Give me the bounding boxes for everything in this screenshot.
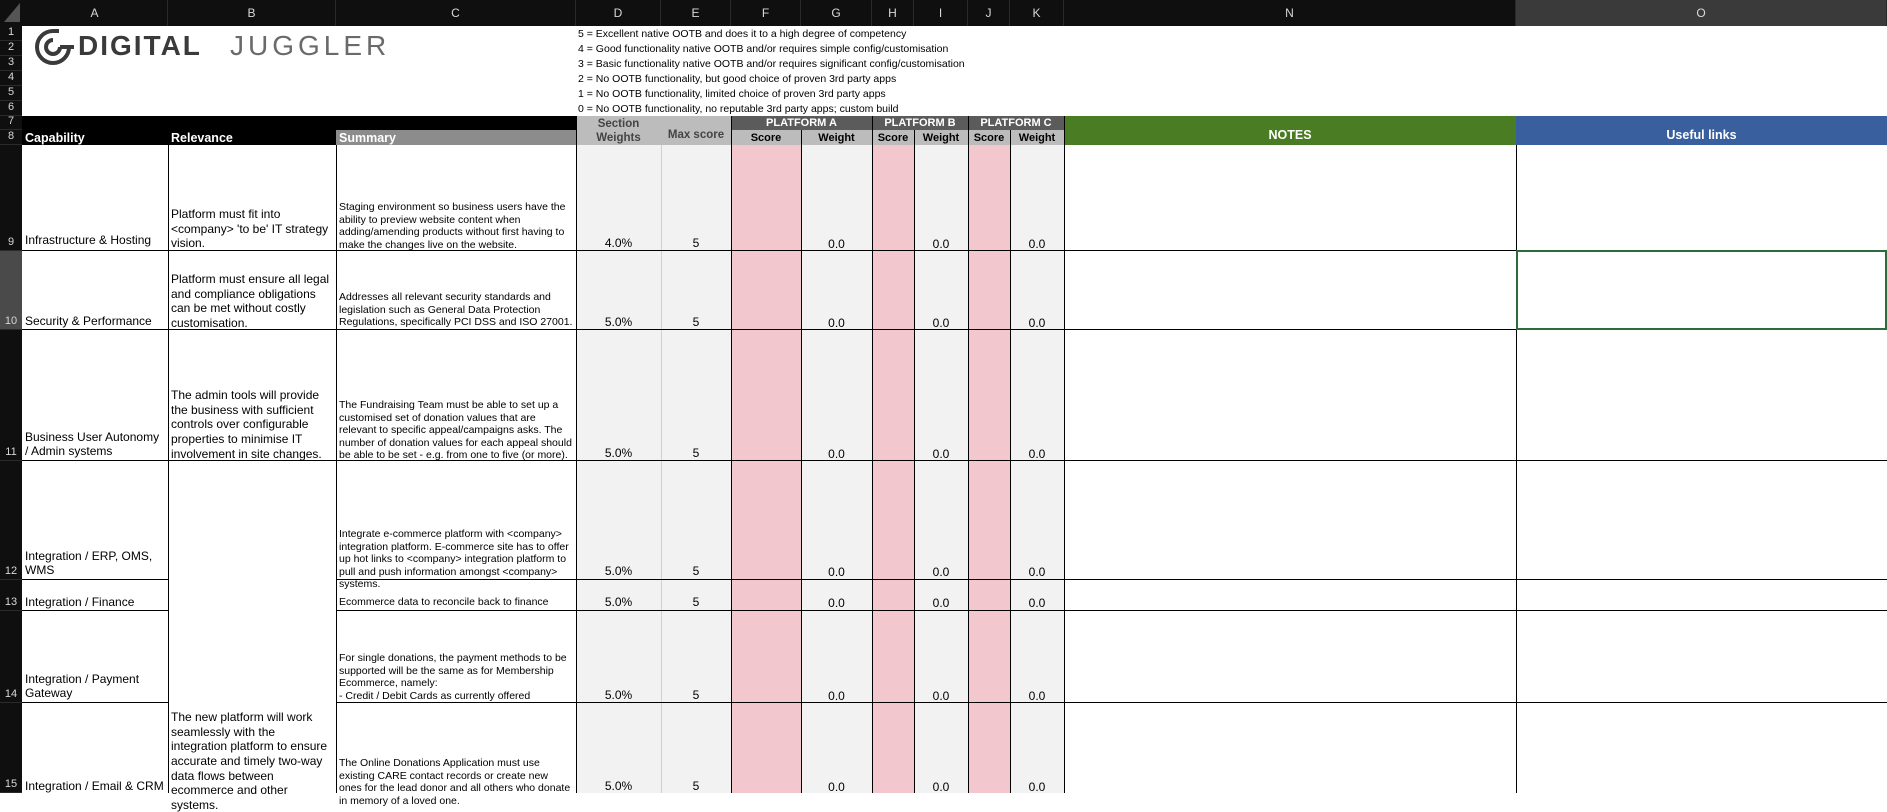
logo-mark-icon: [26, 26, 82, 66]
row10-relevance[interactable]: Platform must ensure all legal and compliance obligations can be met without costly customisation.: [171, 272, 330, 330]
column-header-c[interactable]: C: [336, 0, 576, 26]
header-useful-links[interactable]: Useful links: [1516, 116, 1887, 145]
row15-summary[interactable]: The Online Donations Application must use existing CARE contact records or create new ones for the lead donor and all others who donate in memory of a loved one.: [339, 757, 571, 807]
header-notes[interactable]: NOTES: [1064, 116, 1516, 145]
row11-capability[interactable]: Business User Autonomy / Admin systems: [25, 430, 160, 459]
header-platform-c[interactable]: PLATFORM C: [980, 117, 1052, 129]
row-header-6[interactable]: 6: [0, 101, 22, 116]
column-header-o[interactable]: O: [1516, 0, 1887, 26]
platform-a-score-column[interactable]: [731, 145, 801, 793]
row10-capability[interactable]: Security & Performance: [25, 314, 152, 328]
row15-platform-c-weight[interactable]: 0.0: [1028, 780, 1046, 794]
row13-weight[interactable]: 5.0%: [604, 595, 633, 609]
column-header-j[interactable]: J: [968, 0, 1010, 26]
row9-relevance[interactable]: Platform must fit into <company> 'to be' IT strategy vision.: [171, 207, 329, 251]
row13-platform-c-weight[interactable]: 0.0: [1028, 596, 1046, 610]
header-max-score[interactable]: Max score: [667, 128, 725, 141]
header-section-weights-line2[interactable]: Weights: [596, 131, 641, 144]
column-header-a[interactable]: A: [22, 0, 168, 26]
row12-platform-a-weight[interactable]: 0.0: [828, 565, 845, 579]
row-header-4[interactable]: 4: [0, 71, 22, 86]
row15-capability[interactable]: Integration / Email & CRM: [25, 779, 164, 793]
column-header-i[interactable]: I: [914, 0, 968, 26]
row10-platform-c-weight[interactable]: 0.0: [1028, 316, 1046, 330]
row15-max[interactable]: 5: [692, 779, 700, 793]
row-header-7[interactable]: 7: [0, 116, 22, 130]
row11-relevance[interactable]: The admin tools will provide the business with sufficient controls over configurable properties to minimise IT involvement in site changes.: [171, 388, 322, 461]
row-header-15[interactable]: 15: [0, 703, 22, 793]
row10-platform-b-weight[interactable]: 0.0: [932, 316, 950, 330]
legend-score-2: 2 = No OOTB functionality, but good choice of proven 3rd party apps: [578, 73, 897, 85]
row14-weight[interactable]: 5.0%: [604, 688, 633, 702]
row14-summary[interactable]: For single donations, the payment methods to be supported will be the same as for Membership Ecommerce, namely: - Credit / Debit Cards as currently offered: [339, 652, 567, 702]
row-header-11[interactable]: 11: [0, 330, 22, 461]
row14-platform-c-weight[interactable]: 0.0: [1028, 689, 1046, 703]
select-all-corner[interactable]: [0, 0, 22, 26]
row-header-5[interactable]: 5: [0, 86, 22, 101]
row9-summary[interactable]: Staging environment so business users have the ability to preview website content when adding/amending products without first having to make the changes live on the website.: [339, 201, 566, 251]
row15-platform-a-weight[interactable]: 0.0: [828, 780, 845, 794]
row15-platform-b-weight[interactable]: 0.0: [932, 780, 950, 794]
column-header-b[interactable]: B: [168, 0, 336, 26]
digital-juggler-logo: [26, 26, 391, 66]
column-header-n[interactable]: N: [1064, 0, 1516, 26]
row9-weight[interactable]: 4.0%: [604, 236, 633, 250]
row9-max[interactable]: 5: [692, 236, 700, 250]
column-header-d[interactable]: D: [576, 0, 661, 26]
row-header-8[interactable]: 8: [0, 130, 22, 145]
row13-platform-a-weight[interactable]: 0.0: [828, 596, 845, 610]
merged-relevance-integration[interactable]: The new platform will work seamlessly with the integration platform to ensure accurate and timely two-way data flows between ecommerce and other systems.: [171, 710, 328, 812]
header-platform-a[interactable]: PLATFORM A: [766, 117, 837, 129]
row-header-13[interactable]: 13: [0, 580, 22, 611]
column-header-e[interactable]: E: [661, 0, 731, 26]
column-header-h[interactable]: H: [872, 0, 914, 26]
row9-platform-c-weight[interactable]: 0.0: [1028, 237, 1046, 251]
row15-weight[interactable]: 5.0%: [604, 779, 633, 793]
row-header-3[interactable]: 3: [0, 56, 22, 71]
header-platform-a-score[interactable]: Score: [750, 131, 782, 144]
platform-b-score-column[interactable]: [872, 145, 914, 793]
row-header-2[interactable]: 2: [0, 41, 22, 56]
column-header-f[interactable]: F: [731, 0, 801, 26]
row9-platform-b-weight[interactable]: 0.0: [932, 237, 950, 251]
row-header-1[interactable]: 1: [0, 26, 22, 41]
row11-weight[interactable]: 5.0%: [604, 446, 633, 460]
header-relevance[interactable]: Relevance: [171, 130, 233, 145]
row-header-9[interactable]: 9: [0, 145, 22, 251]
legend-score-5: 5 = Excellent native OOTB and does it to a high degree of competency: [578, 28, 907, 40]
row11-max[interactable]: 5: [692, 446, 700, 460]
row13-max[interactable]: 5: [692, 595, 700, 609]
row12-capability[interactable]: Integration / ERP, OMS, WMS: [25, 549, 153, 578]
row10-platform-a-weight[interactable]: 0.0: [828, 316, 845, 330]
legend-score-0: 0 = No OOTB functionality, no reputable 3rd party apps; custom build: [578, 103, 899, 115]
column-header-k[interactable]: K: [1010, 0, 1064, 26]
row9-platform-a-weight[interactable]: 0.0: [828, 237, 845, 251]
header-platform-b-score[interactable]: Score: [877, 131, 909, 144]
row-header-14[interactable]: 14: [0, 611, 22, 703]
select-all-icon: [0, 0, 22, 26]
row14-max[interactable]: 5: [692, 688, 700, 702]
row12-platform-c-weight[interactable]: 0.0: [1028, 565, 1046, 579]
header-platform-c-weight[interactable]: Weight: [1018, 131, 1056, 144]
row14-platform-a-weight[interactable]: 0.0: [828, 689, 845, 703]
row11-platform-a-weight[interactable]: 0.0: [828, 447, 845, 461]
legend-score-3: 3 = Basic functionality native OOTB and/or requires significant config/customisation: [578, 58, 965, 70]
row11-platform-b-weight[interactable]: 0.0: [932, 447, 950, 461]
header-section-weights-line1[interactable]: Section: [597, 117, 640, 130]
row10-summary[interactable]: Addresses all relevant security standards and legislation such as General Data Protection Regulations, specifically PCI DSS and ISO 27001.: [339, 291, 573, 329]
legend-score-1: 1 = No OOTB functionality, limited choice of proven 3rd party apps: [578, 88, 886, 100]
header-capability[interactable]: Capability: [25, 130, 85, 145]
row12-max[interactable]: 5: [692, 564, 700, 578]
logo-text-juggler: JUGGLER: [230, 30, 391, 61]
platform-c-score-column[interactable]: [968, 145, 1010, 793]
row9-capability[interactable]: Infrastructure & Hosting: [25, 233, 152, 247]
row13-platform-b-weight[interactable]: 0.0: [932, 596, 950, 610]
row10-max[interactable]: 5: [692, 315, 700, 329]
row-header-12[interactable]: 12: [0, 461, 22, 580]
row12-weight[interactable]: 5.0%: [604, 564, 633, 578]
row13-summary[interactable]: Ecommerce data to reconcile back to finance: [339, 596, 549, 608]
header-platform-b[interactable]: PLATFORM B: [884, 117, 956, 129]
row12-platform-b-weight[interactable]: 0.0: [932, 565, 950, 579]
header-summary[interactable]: Summary: [339, 130, 396, 145]
selected-cell-o10[interactable]: [1516, 250, 1887, 330]
column-header-g[interactable]: G: [801, 0, 872, 26]
legend-score-4: 4 = Good functionality native OOTB and/or requires simple config/customisation: [578, 43, 949, 55]
row11-summary[interactable]: The Fundraising Team must be able to set up a customised set of donation values that are relevant to specific appeal/campaigns asks. The number of donation values for each appeal should be able to be set - e.g. from one to five (or more).: [339, 399, 572, 462]
logo-text-digital: DIGITAL: [78, 30, 202, 61]
row14-capability[interactable]: Integration / Payment Gateway: [25, 672, 140, 701]
header-platform-b-weight[interactable]: Weight: [922, 131, 960, 144]
row13-capability[interactable]: Integration / Finance: [25, 595, 135, 609]
row-header-10[interactable]: 10: [0, 251, 22, 330]
row10-weight[interactable]: 5.0%: [604, 315, 633, 329]
header-platform-a-weight[interactable]: Weight: [818, 131, 855, 144]
row11-platform-c-weight[interactable]: 0.0: [1028, 447, 1046, 461]
row12-summary[interactable]: Integrate e-commerce platform with <company> integration platform. E-commerce site has to offer up hot links to <company> integration platform to pull and push information amongst <company> systems.: [339, 528, 569, 591]
row14-platform-b-weight[interactable]: 0.0: [932, 689, 950, 703]
header-platform-c-score[interactable]: Score: [973, 131, 1005, 144]
